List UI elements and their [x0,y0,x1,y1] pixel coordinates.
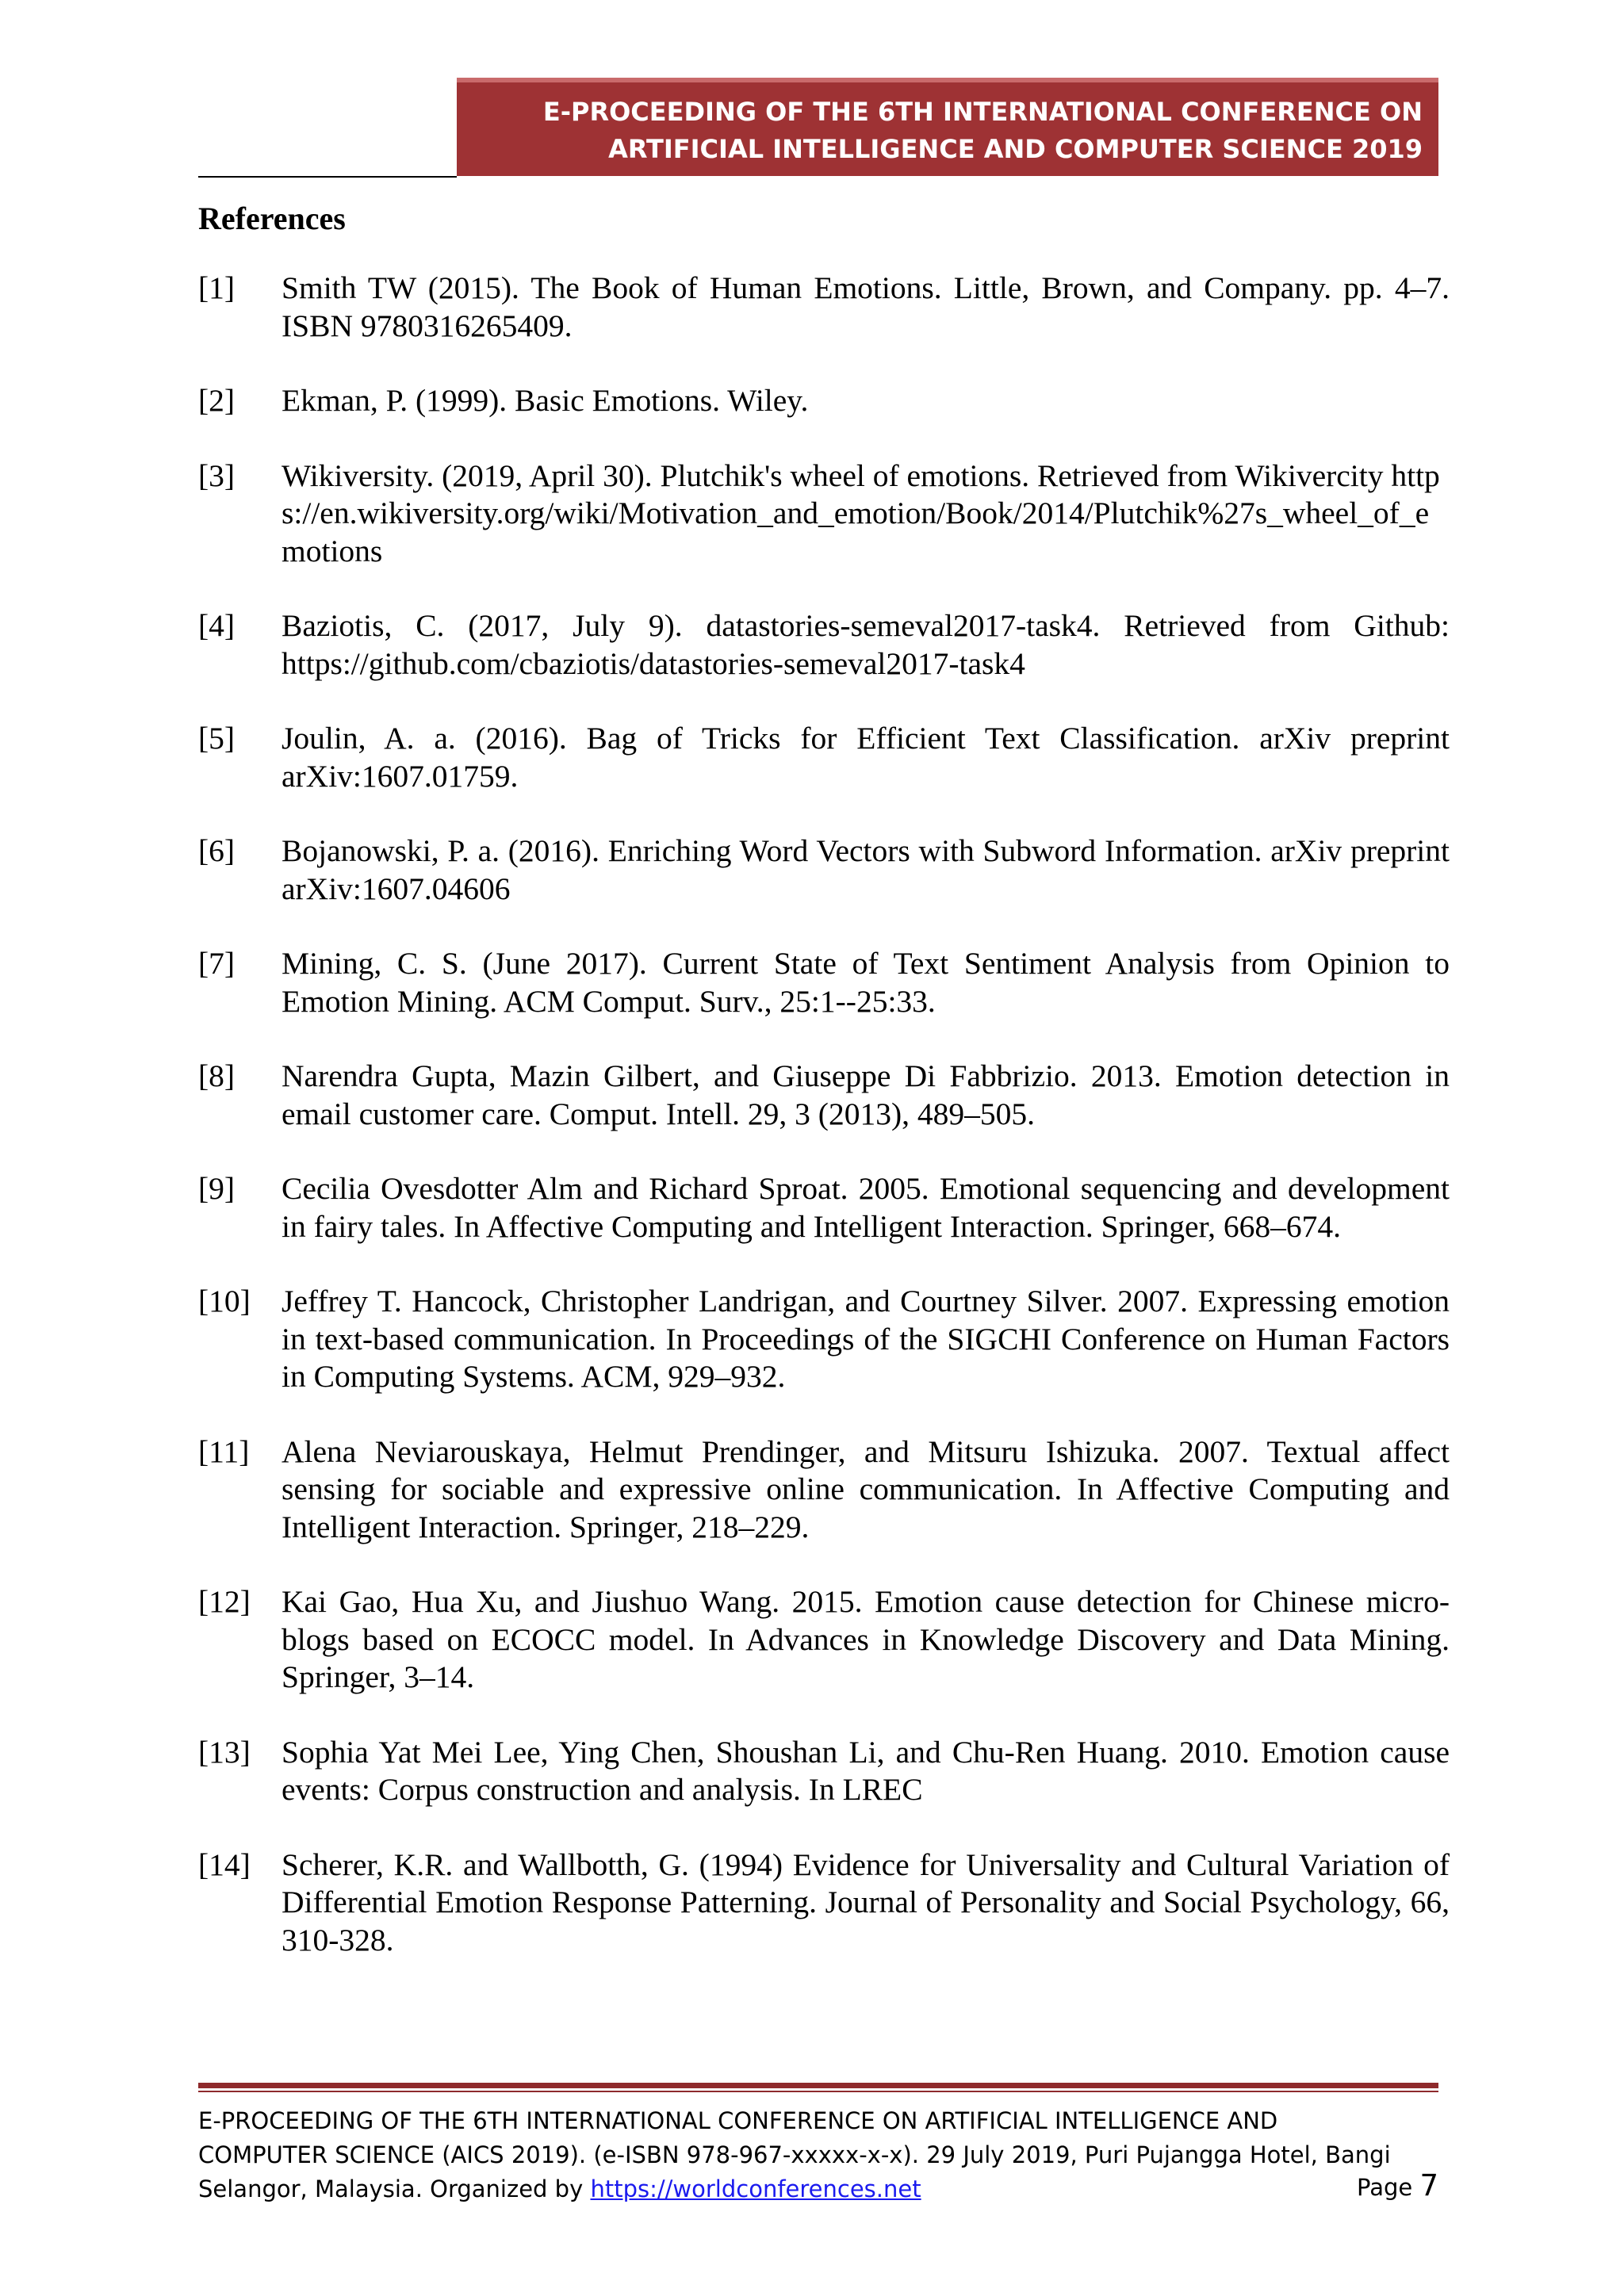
reference-text: Kai Gao, Hua Xu, and Jiushuo Wang. 2015. Emotion cause detection for Chinese micro-blogs based on ECOCC model. In Advances in Knowledge Discovery and Data Mining. Springer, 3–14. [282,1584,1450,1694]
header-line-1: E-PROCEEDING OF THE 6TH INTERNATIONAL CONFERENCE ON [542,97,1423,127]
reference-number: [3] [198,457,236,493]
reference-text: Bojanowski, P. a. (2016). Enriching Word Vectors with Subword Information. arXiv preprint arXiv:1607.04606 [282,833,1450,906]
reference-text: Narendra Gupta, Mazin Gilbert, and Giuseppe Di Fabbrizio. 2013. Emotion detection in email customer care. Comput. Intell. 29, 3 (2013), 489–505. [282,1058,1450,1131]
reference-item [198,382,1450,420]
reference-item [198,945,1450,1020]
reference-text: Scherer, K.R. and Wallbotth, G. (1994) Evidence for Universality and Cultural Variation of Differential Emotion Response Patterning. Journal of Personality and Social Psychology, 66, 310-328. [282,1846,1450,1957]
reference-item [198,1433,1450,1547]
footer-line-3 [198,2172,1438,2206]
reference-number: [7] [198,946,236,981]
reference-number: [13] [198,1734,251,1770]
footer-organizer-text: Selangor, Malaysia. Organized by [198,2175,591,2202]
reference-item [198,1846,1450,1960]
conference-header-banner [457,78,1438,176]
page-number-value: 7 [1419,2168,1438,2202]
reference-number: [8] [198,1058,236,1093]
header-rule [198,176,457,178]
reference-item [198,607,1450,683]
reference-item [198,832,1450,908]
reference-item [198,457,1450,571]
page-footer [198,2104,1438,2206]
conference-website-link[interactable]: https://worldconferences.net [590,2175,921,2202]
reference-text: Smith TW (2015). The Book of Human Emotions. Little, Brown, and Company. pp. 4–7. ISBN 9780316265409. [282,270,1450,343]
reference-number: [14] [198,1846,251,1882]
reference-text: Alena Neviarouskaya, Helmut Prendinger, and Mitsuru Ishizuka. 2007. Textual affect sensing for sociable and expressive online communication. In Affective Computing and Intelligent Interaction. Springer, 218–229. [282,1433,1450,1544]
reference-item [198,720,1450,795]
page-label: Page [1357,2174,1420,2201]
reference-number: [10] [198,1284,251,1318]
reference-number: [9] [198,1171,236,1206]
reference-item [198,270,1450,345]
reference-text: Jeffrey T. Hancock, Christopher Landrigan, and Courtney Silver. 2007. Expressing emotion in text-based communication. In Proceedings of the SIGCHI Conference on Human Factors in Computing Systems. ACM, 929–932. [282,1284,1450,1394]
footer-rule-thin [198,2091,1438,2092]
reference-number: [1] [198,270,236,305]
reference-text: Mining, C. S. (June 2017). Current State of Text Sentiment Analysis from Opinion to Emotion Mining. ACM Comput. Surv., 25:1--25:33. [282,946,1450,1019]
reference-text: Joulin, A. a. (2016). Bag of Tricks for Efficient Text Classification. arXiv preprint arXiv:1607.01759. [282,721,1450,794]
reference-item [198,1058,1450,1133]
reference-text: Wikiversity. (2019, April 30). Plutchik's wheel of emotions. Retrieved from Wikivercity https://en.wikiversity.org/wiki/Motivation_and_emotion/Book/2014/Plutchik%27s_wheel_of_emotions [282,457,1440,568]
reference-item [198,1583,1450,1697]
reference-item [198,1283,1450,1396]
footer-rule-thick [198,2083,1438,2088]
reference-number: [6] [198,833,236,868]
reference-number: [11] [198,1433,250,1469]
page-number [1357,2168,1438,2205]
reference-text: Sophia Yat Mei Lee, Ying Chen, Shoushan Li, and Chu-Ren Huang. 2010. Emotion cause events: Corpus construction and analysis. In LREC [282,1734,1450,1807]
reference-number: [5] [198,721,236,756]
reference-number: [4] [198,608,236,643]
footer-line-1: E-PROCEEDING OF THE 6TH INTERNATIONAL CONFERENCE ON ARTIFICIAL INTELLIGENCE AND [198,2107,1278,2134]
reference-item [198,1170,1450,1246]
references-list [198,270,1450,1996]
reference-text: Baziotis, C. (2017, July 9). datastories-semeval2017-task4. Retrieved from Github: https://github.com/cbaziotis/datastories-semeval2017-task4 [282,608,1450,681]
reference-number: [2] [198,383,236,418]
reference-item [198,1734,1450,1809]
reference-text: Ekman, P. (1999). Basic Emotions. Wiley. [282,383,809,418]
reference-number: [12] [198,1584,251,1619]
references-heading: References [198,201,346,236]
header-line-2: ARTIFICIAL INTELLIGENCE AND COMPUTER SCIENCE 2019 [608,134,1423,164]
footer-line-2: COMPUTER SCIENCE (AICS 2019). (e-ISBN 978-967-xxxxx-x-x). 29 July 2019, Puri Pujangga Hotel, Bangi [198,2141,1391,2168]
reference-text: Cecilia Ovesdotter Alm and Richard Sproat. 2005. Emotional sequencing and development in fairy tales. In Affective Computing and Intelligent Interaction. Springer, 668–674. [282,1171,1450,1244]
